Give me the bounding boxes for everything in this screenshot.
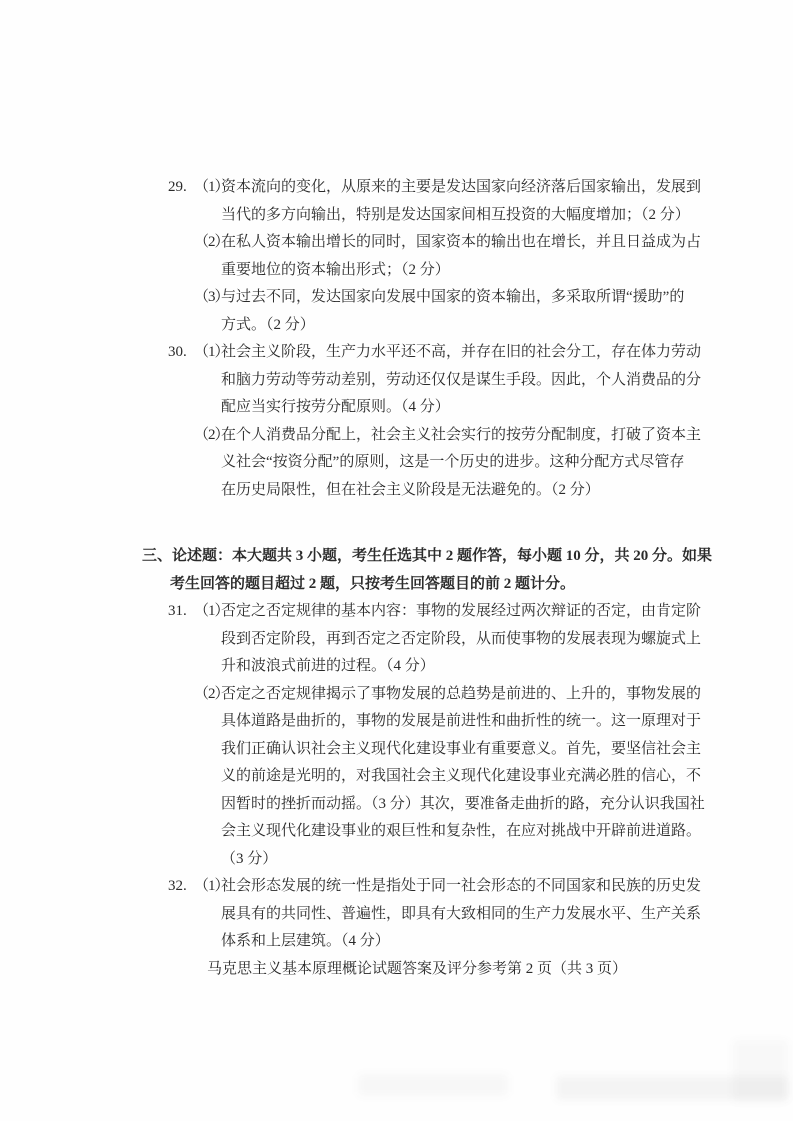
section-header-line [142, 543, 728, 571]
answer-text: 和脑力劳动等劳动差别，劳动还仅仅是谋生手段。因此，个人消费品的分 [221, 371, 702, 388]
answer-line [168, 449, 728, 477]
answer-line [168, 422, 728, 450]
answer-text: 社会形态发展的统一性是指处于同一社会形态的不同国家和民族的历史发 [221, 878, 702, 894]
answer-line [168, 928, 728, 956]
answer-text: 重要地位的资本输出形式；（2 分） [221, 261, 450, 278]
answer-text: 否定之否定规律揭示了事物发展的总趋势是前进的、上升的，事物发展的 [221, 685, 702, 702]
part-label: （1） [194, 179, 229, 195]
part-label: （1） [194, 344, 229, 360]
answer-text: 升和波浪式前进的过程。（4 分） [221, 658, 435, 674]
answer-line [168, 626, 728, 654]
question-number: 31. [168, 603, 187, 619]
answer-line [168, 477, 728, 505]
question-number: 32. [168, 878, 187, 894]
answer-key-body [142, 174, 728, 983]
answer-text: 在私人资本输出增长的同时，国家资本的输出也在增长，并且日益成为占 [221, 234, 702, 250]
answer-text: 我们正确认识社会主义现代化建设事业有重要意义。首先，要坚信社会主 [221, 740, 702, 757]
answer-line [168, 901, 728, 929]
answer-text: 体系和上层建筑。（4 分） [221, 933, 390, 949]
answer-text: 义社会“按资分配”的原则，这是一个历史的进步。这种分配方式尽管存 [221, 454, 685, 470]
answer-line [168, 284, 728, 312]
answer-line [168, 257, 728, 285]
answer-text: 社会主义阶段，生产力水平还不高，并存在旧的社会分工，存在体力劳动 [221, 344, 702, 360]
answer-line [168, 736, 728, 764]
answer-text: 与过去不同，发达国家向发展中国家的资本输出，多采取所谓“援助”的 [221, 289, 685, 305]
answer-line [168, 681, 728, 709]
answer-text: 义的前途是光明的，对我国社会主义现代化建设事业充满必胜的信心，不 [221, 768, 702, 784]
section-3-header [142, 543, 728, 598]
part-label: （2） [194, 426, 229, 443]
part-label: （3） [194, 289, 229, 305]
answer-text: 段到否定阶段，再到否定之否定阶段，从而使事物的发展表现为螺旋式上 [221, 630, 702, 647]
answer-line [168, 394, 728, 422]
answer-text: 具体道路是曲折的，事物的发展是前进性和曲折性的统一。这一原理对于 [221, 713, 702, 729]
answer-text: 在历史局限性，但在社会主义阶段是无法避免的。（2 分） [221, 481, 600, 498]
answer-line [168, 598, 728, 626]
question-number: 29. [168, 179, 187, 195]
answer-line [168, 174, 728, 202]
part-label: （1） [194, 603, 229, 619]
answer-text: 当代的多方向输出，特别是发达国家间相互投资的大幅度增加；（2 分） [221, 206, 690, 223]
section-header-text: 考生回答的题目超过 2 题，只按考生回答题目的前 2 题计分。 [170, 575, 576, 592]
answer-text: 因暂时的挫折而动摇。（3 分）其次，要准备走曲折的路，充分认识我国社 [221, 795, 705, 812]
answer-text: 方式。（2 分） [221, 316, 315, 333]
part-label: （2） [194, 234, 229, 250]
section-header-text: 三、论述题：本大题共 3 小题，考生任选其中 2 题作答，每小题 10 分，共 20 分。如果 [142, 548, 713, 564]
answer-line [168, 653, 728, 681]
answer-text: 会主义现代化建设事业的艰巨性和复杂性，在应对挑战中开辟前进道路。 [221, 823, 702, 839]
answer-line [168, 229, 728, 257]
answer-line [168, 846, 728, 874]
answer-text: 配应当实行按劳分配原则。（4 分） [221, 399, 450, 415]
scan-artifact [358, 1074, 508, 1096]
answer-line [168, 763, 728, 791]
answer-text: （3 分） [221, 850, 278, 867]
answer-text: 在个人消费品分配上，社会主义社会实行的按劳分配制度，打破了资本主 [221, 426, 702, 443]
answer-text: 展具有的共同性、普遍性，即具有大致相同的生产力发展水平、生产关系 [221, 905, 702, 922]
question-number: 30. [168, 344, 187, 360]
answer-line [168, 791, 728, 819]
part-label: （2） [194, 685, 229, 702]
answer-line [168, 202, 728, 230]
section-header-line [142, 571, 728, 599]
answer-line [168, 873, 728, 901]
answer-line [168, 367, 728, 395]
page-footer [168, 956, 728, 984]
part-label: （1） [194, 878, 229, 894]
answer-line [168, 818, 728, 846]
page-footer-text: 马克思主义基本原理概论试题答案及评分参考第 2 页（共 3 页） [207, 960, 628, 977]
scan-artifact [733, 1040, 788, 1102]
answer-text: 否定之否定规律的基本内容：事物的发展经过两次辩证的否定，由肯定阶 [221, 603, 702, 619]
answer-text: 资本流向的变化，从原来的主要是发达国家向经济落后国家输出，发展到 [221, 179, 702, 195]
answer-line [168, 708, 728, 736]
answer-line [168, 339, 728, 367]
answer-line [168, 312, 728, 340]
